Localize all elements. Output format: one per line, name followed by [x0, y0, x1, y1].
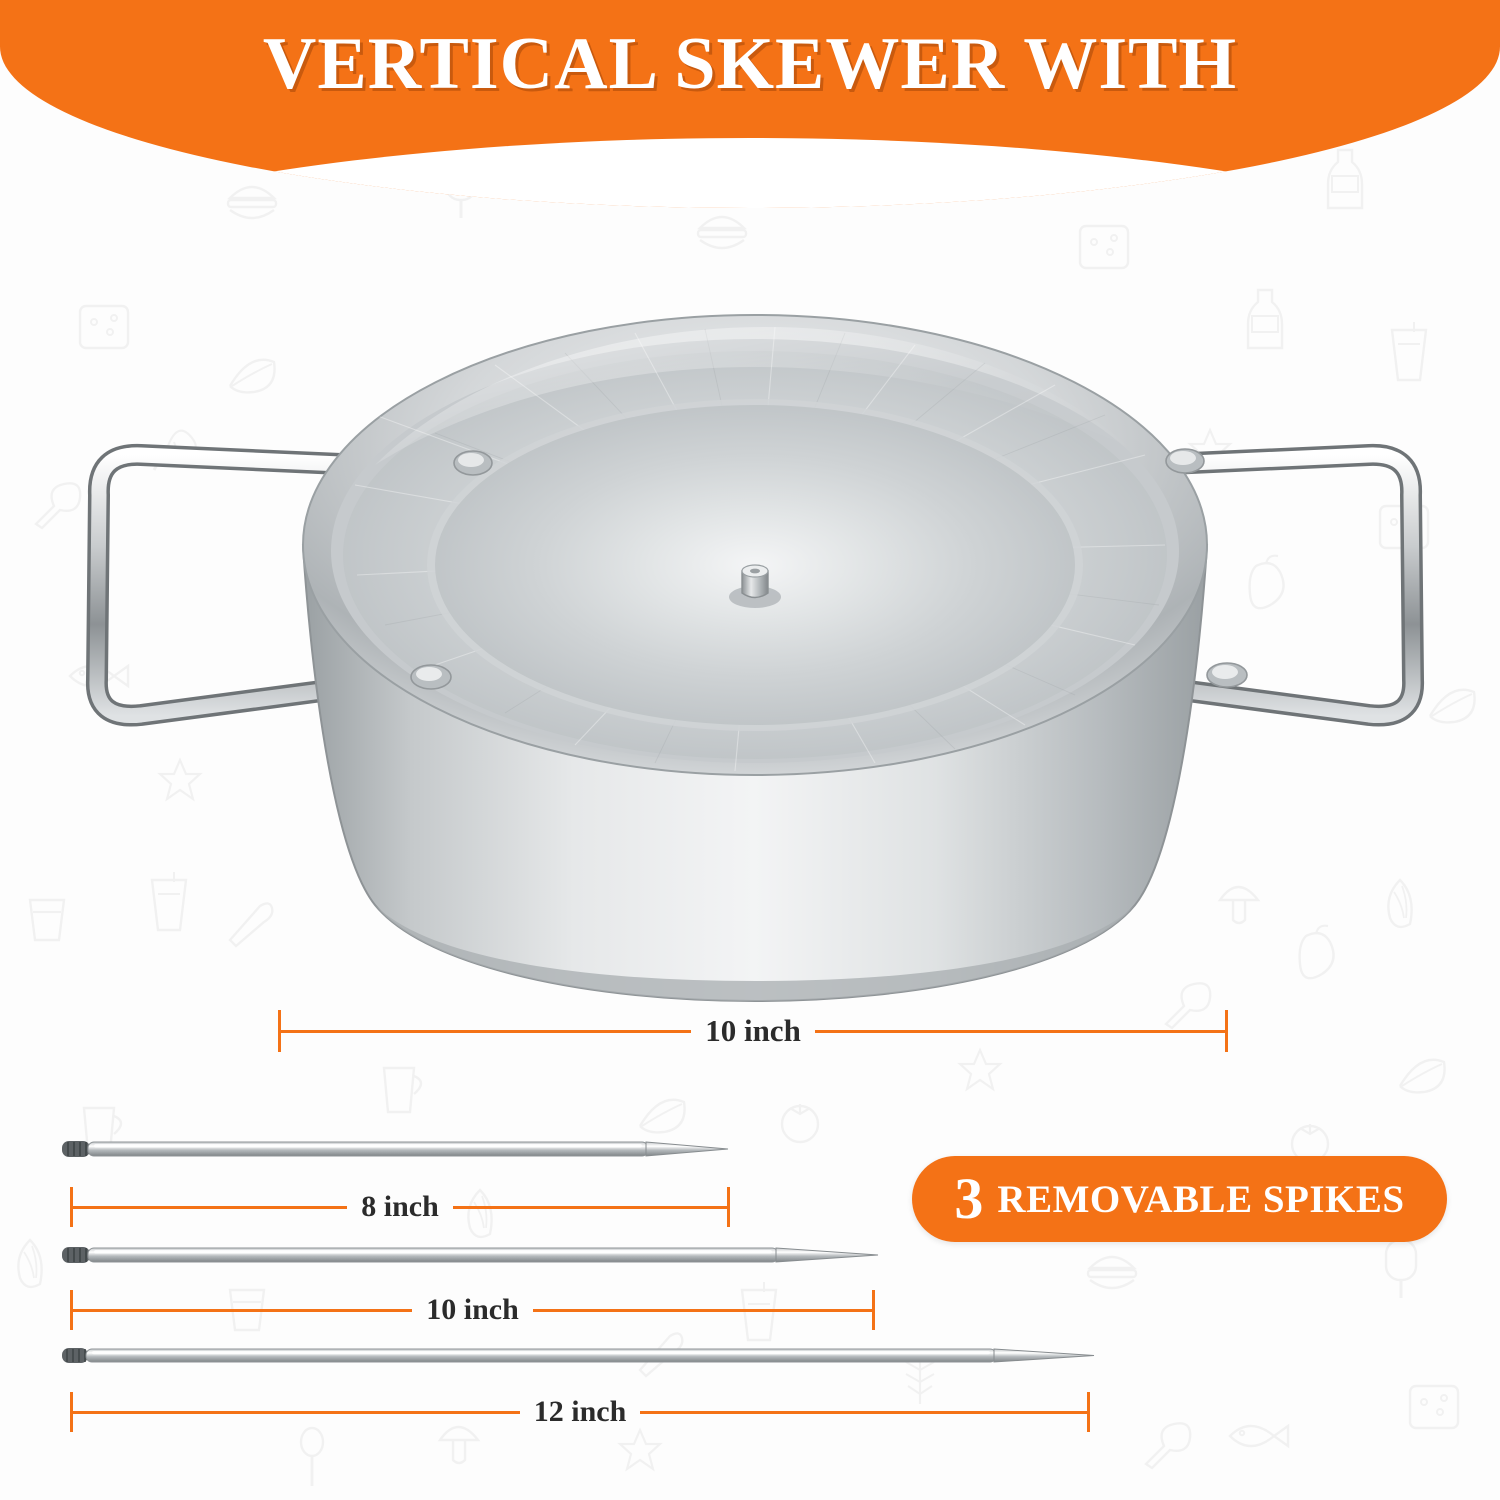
badge-label: REMOVABLE SPIKES: [997, 1177, 1405, 1221]
dimension-label-spike-8: 8 inch: [361, 1190, 439, 1223]
dimension-rule-right: [815, 1030, 1225, 1033]
spike-icon: [60, 1122, 740, 1176]
dimension-label-spike-12: 12 inch: [533, 1395, 627, 1428]
dimension-pan: [278, 1008, 1228, 1054]
dimension-cap-right: [727, 1187, 730, 1227]
dimension-rule-right: [533, 1309, 872, 1312]
spike-icon: [60, 1330, 1105, 1382]
dimension-cap-right: [1087, 1392, 1090, 1432]
dimension-rule-left: [73, 1206, 347, 1209]
dimension-rule-right: [453, 1206, 727, 1209]
dimension-label-pan: 10 inch: [705, 1013, 801, 1048]
pan-icon: [75, 215, 1435, 1015]
dimension-rule-left: [281, 1030, 691, 1033]
removable-spikes-badge: [912, 1156, 1447, 1242]
skewer-12-inch: [60, 1330, 1105, 1382]
skewer-8-inch: [60, 1122, 740, 1176]
skewer-10-inch: [60, 1228, 890, 1282]
spike-icon: [60, 1228, 890, 1282]
badge-count: 3: [954, 1166, 984, 1231]
pan-illustration: [75, 215, 1435, 1015]
dimension-rule-right: [640, 1411, 1087, 1414]
dimension-rule-left: [73, 1411, 520, 1414]
dimension-spike-12: [70, 1390, 1090, 1434]
dimension-label-spike-10: 10 inch: [426, 1293, 519, 1326]
dimension-spike-10: [70, 1288, 875, 1332]
dimension-cap-right: [872, 1290, 875, 1330]
dimension-cap-right: [1225, 1010, 1228, 1052]
page-title: VERTICAL SKEWER WITH: [262, 23, 1238, 105]
dimension-spike-8: [70, 1185, 730, 1229]
dimension-rule-left: [73, 1309, 412, 1312]
